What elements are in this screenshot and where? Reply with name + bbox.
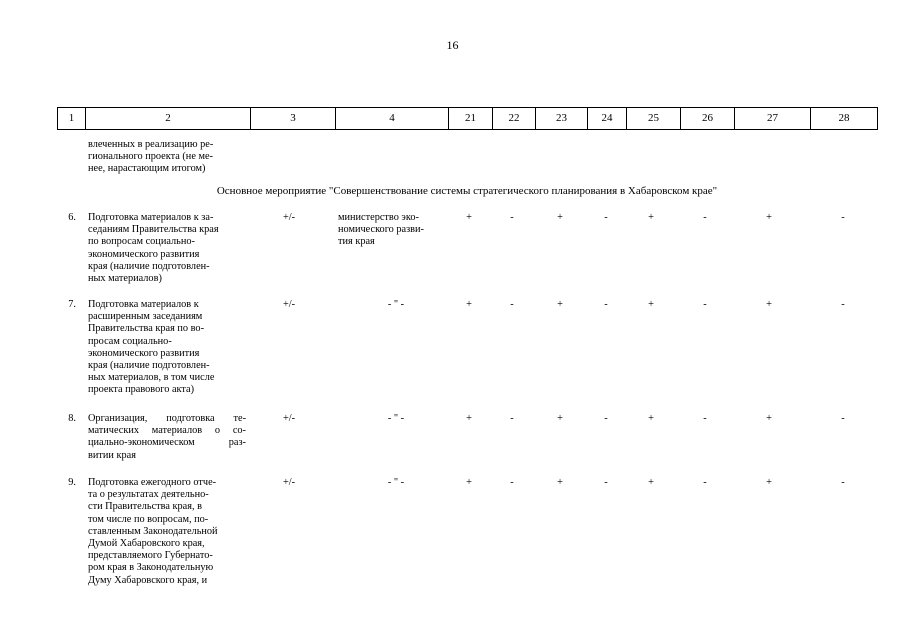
mark-col-24: - (604, 299, 608, 310)
row-description (88, 212, 250, 285)
row-number: 6. (68, 212, 76, 223)
mark-col-26: - (703, 413, 707, 424)
mark-col-22: - (510, 212, 514, 223)
header-cell: 23 (536, 108, 588, 130)
header-cell: 2 (86, 108, 251, 130)
header-cell: 26 (681, 108, 735, 130)
header-cell: 1 (58, 108, 86, 130)
header-cell: 27 (735, 108, 811, 130)
mark-col-26: - (703, 212, 707, 223)
mark-col-28: - (841, 413, 845, 424)
mark-col-27: + (766, 413, 772, 424)
text-line: циально-экономическом раз- (88, 437, 246, 449)
mark-col-25: + (648, 299, 654, 310)
text-line: Подготовка материалов к за- (88, 212, 214, 223)
mark-col-25: + (648, 413, 654, 424)
column-header-table (57, 107, 878, 130)
text-line: ных материалов, в том числе (88, 372, 215, 384)
mark-col-28: - (841, 299, 845, 310)
text-line: нее, нарастающим итогом) (88, 163, 206, 175)
row-number: 7. (68, 299, 76, 310)
ditto-mark: - " - (387, 413, 405, 424)
col4-value (338, 212, 448, 249)
text-line: ставленным Законодательной (88, 525, 218, 537)
mark-col-27: + (766, 299, 772, 310)
text-line: Организация, подготовка те- (88, 413, 246, 424)
text-line: сти Правительства края, в (88, 501, 202, 513)
header-cell: 22 (493, 108, 536, 130)
mark-col-27: + (766, 477, 772, 488)
mark-col-24: - (604, 212, 608, 223)
col4-value (376, 413, 416, 425)
mark-col-23: + (557, 413, 563, 424)
continuation-text (88, 139, 250, 176)
text-line: том числе по вопросам, по- (88, 513, 209, 525)
mark-col-24: - (604, 477, 608, 488)
mark-col-21: + (466, 212, 472, 223)
col3-value: +/- (283, 212, 296, 223)
mark-col-23: + (557, 212, 563, 223)
col3-value: +/- (283, 299, 296, 310)
mark-col-23: + (557, 477, 563, 488)
col3-value: +/- (283, 413, 296, 424)
ditto-mark: - " - (387, 299, 405, 310)
text-line: министерство эко- (338, 212, 419, 223)
mark-col-22: - (510, 413, 514, 424)
text-line: влеченных в реализацию ре- (88, 139, 214, 150)
col4-value (376, 477, 416, 489)
mark-col-24: - (604, 413, 608, 424)
text-line: Подготовка ежегодного отче- (88, 477, 217, 488)
text-line: та о результатах деятельно- (88, 489, 209, 501)
mark-col-26: - (703, 299, 707, 310)
text-line: ром края в Законодательную (88, 562, 214, 574)
text-line: ных материалов) (88, 273, 162, 285)
header-cell: 24 (588, 108, 627, 130)
text-line: просам социально- (88, 335, 172, 347)
text-line: экономического развития (88, 347, 200, 359)
section-title: Основное мероприятие "Совершенствование системы стратегического планирования в Хабаровском крае" (216, 185, 718, 197)
row-number: 8. (68, 413, 76, 424)
text-line: по вопросам социально- (88, 236, 195, 248)
text-line: края (наличие подготовлен- (88, 360, 210, 372)
mark-col-22: - (510, 477, 514, 488)
mark-col-28: - (841, 212, 845, 223)
text-line: седаниям Правительства края (88, 224, 219, 236)
text-line: Подготовка материалов к (88, 299, 199, 310)
header-cell: 4 (336, 108, 449, 130)
row-description (88, 413, 246, 462)
header-row (58, 108, 878, 130)
header-cell: 28 (811, 108, 878, 130)
header-cell: 25 (627, 108, 681, 130)
header-cell: 3 (251, 108, 336, 130)
mark-col-21: + (466, 299, 472, 310)
text-line: матических материалов о со- (88, 425, 246, 437)
mark-col-21: + (466, 477, 472, 488)
text-line: Правительства края по во- (88, 323, 205, 335)
text-line: края (наличие подготовлен- (88, 260, 210, 272)
mark-col-27: + (766, 212, 772, 223)
col4-value (376, 299, 416, 311)
header-cell: 21 (449, 108, 493, 130)
ditto-mark: - " - (387, 477, 405, 488)
page-number: 16 (446, 38, 459, 52)
text-line: гионального проекта (не ме- (88, 151, 213, 163)
mark-col-26: - (703, 477, 707, 488)
text-line: Думой Хабаровского края, (88, 538, 205, 550)
text-line: витии края (88, 449, 136, 461)
text-line: номического разви- (338, 224, 424, 236)
mark-col-25: + (648, 212, 654, 223)
col3-value: +/- (283, 477, 296, 488)
text-line: Думу Хабаровского края, и (88, 574, 208, 586)
row-number: 9. (68, 477, 76, 488)
text-line: экономического развития (88, 248, 200, 260)
text-line: тия края (338, 236, 375, 248)
text-line: представляемого Губернато- (88, 550, 213, 562)
mark-col-23: + (557, 299, 563, 310)
row-description (88, 477, 250, 587)
mark-col-28: - (841, 477, 845, 488)
mark-col-25: + (648, 477, 654, 488)
text-line: расширенным заседаниям (88, 311, 203, 323)
mark-col-22: - (510, 299, 514, 310)
text-line: проекта правового акта) (88, 384, 195, 396)
row-description (88, 299, 250, 397)
mark-col-21: + (466, 413, 472, 424)
